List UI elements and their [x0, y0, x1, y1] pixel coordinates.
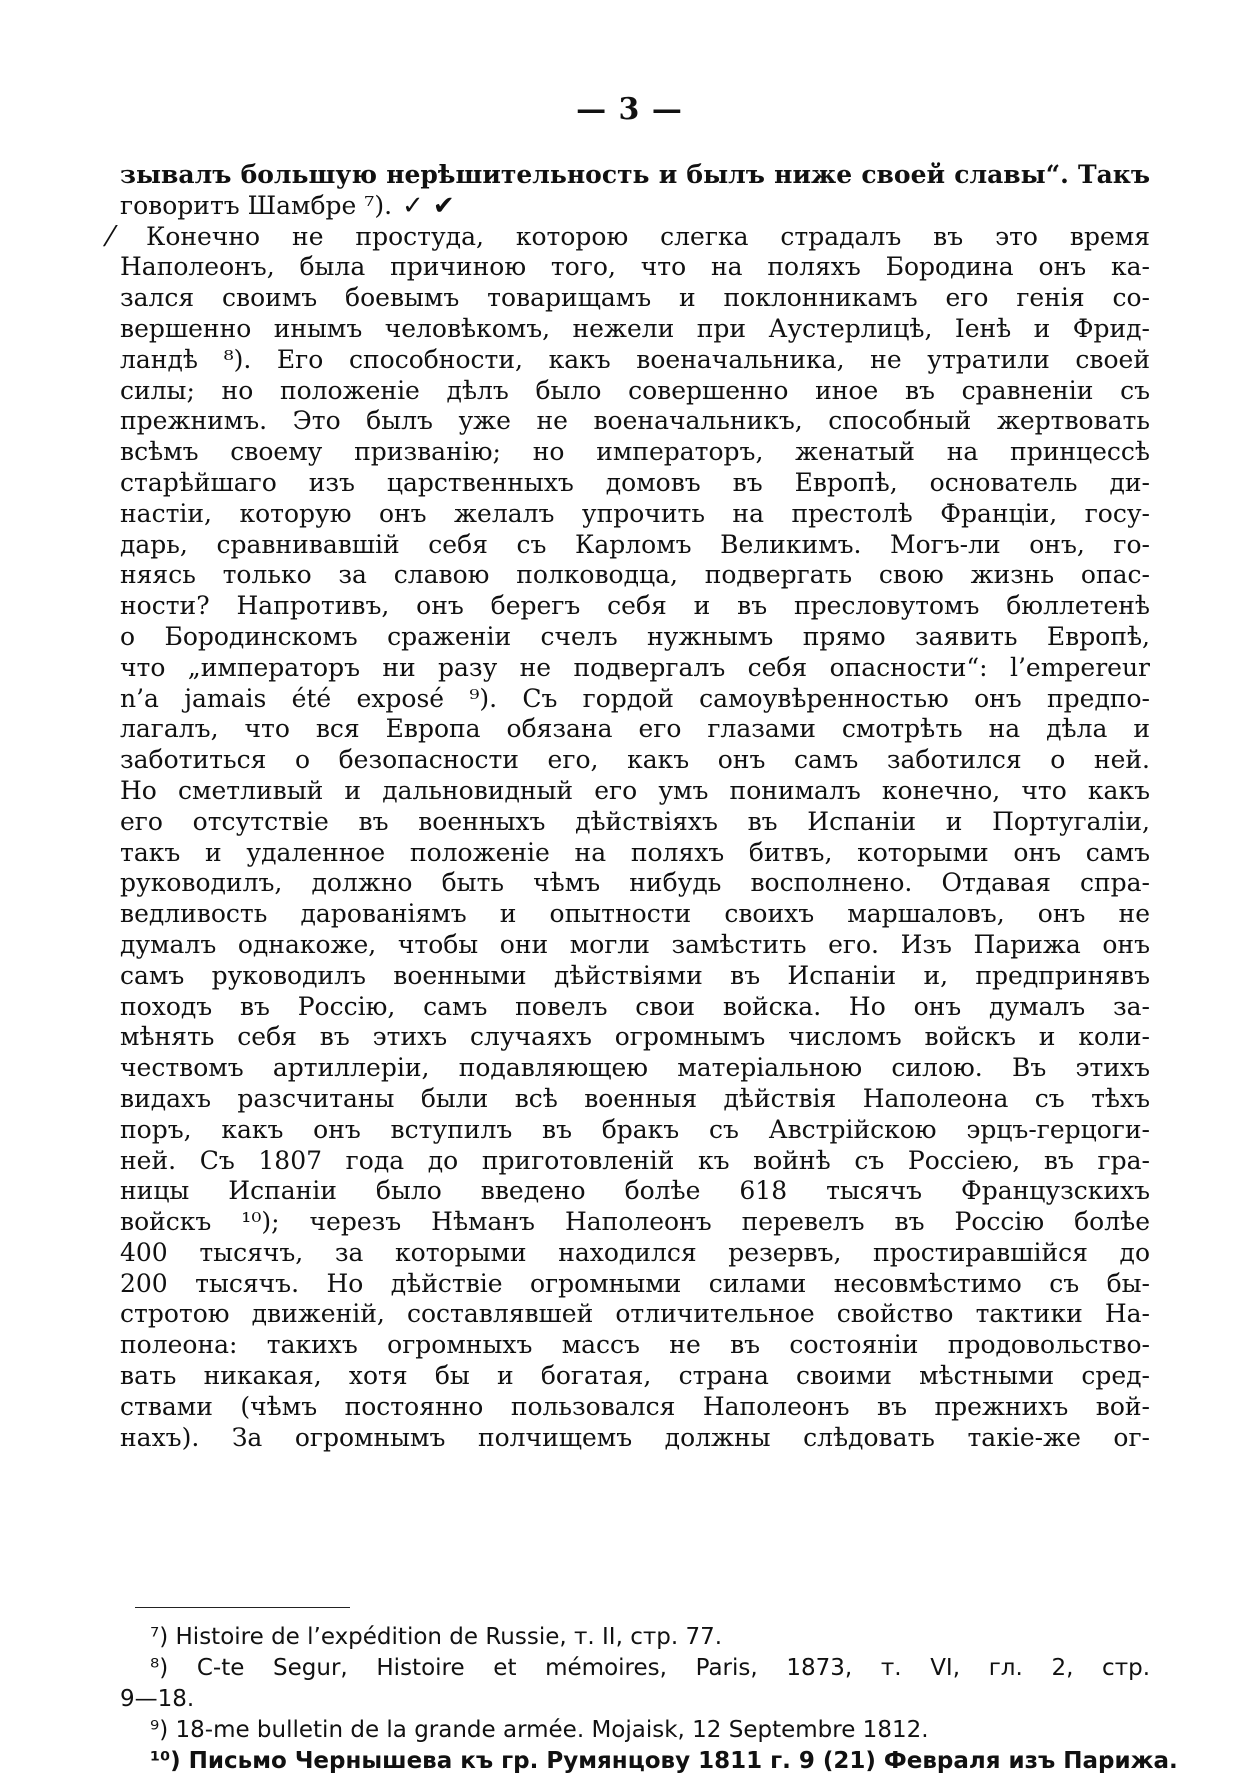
page-number: — 3 —	[576, 92, 683, 127]
footnotes	[120, 1622, 1178, 1777]
text-line: Но сметливый и дальновидный его умъ понималъ конечно, что какъ	[120, 775, 1150, 805]
footnote-10: ¹⁰) Письмо Чернышева къ гр. Румянцову 1811 г. 9 (21) Февраля изъ Парижа.	[150, 1748, 1178, 1774]
footnote-8: ⁸) C-te Segur, Histoire et mémoires, Paris, 1873, т. VI, гл. 2, стр.	[150, 1655, 1150, 1681]
text-line: лагалъ, что вся Европа обязана его глазами смотрѣть на дѣла и	[120, 714, 1150, 744]
text-line: ствами (чѣмъ постоянно пользовался Наполеонъ въ прежнихъ вой-	[120, 1391, 1150, 1421]
text-line: нахъ). За огромнымъ полчищемъ должны слѣдовать такіе-же ог-	[120, 1422, 1150, 1452]
checkmark-icon: ✓ ✔	[402, 190, 455, 221]
text-line: походъ въ Россію, самъ повелъ свои войска. Но онъ думалъ за-	[120, 991, 1150, 1021]
text-line: вать никакая, хотя бы и богатая, страна своими мѣстными сред-	[120, 1361, 1150, 1391]
text-line: n’a jamais été exposé ⁹). Съ гордой самоувѣренностью онъ предпо-	[120, 683, 1150, 713]
text-line: что „императоръ ни разу не подвергалъ себя опасности“: l’empereur	[120, 652, 1150, 682]
text-line: ности? Напротивъ, онъ берегъ себя и въ пресловутомъ бюллетенѣ	[120, 591, 1150, 621]
text-line: ницы Испаніи было введено болѣе 618 тысячъ Французскихъ	[120, 1176, 1150, 1206]
text-line: такъ и удаленное положеніе на поляхъ битвъ, которыми онъ самъ	[120, 837, 1150, 867]
text-line: видахъ разсчитаны были всѣ военныя дѣйствія Наполеона съ тѣхъ	[120, 1083, 1150, 1113]
text-line-content: Конечно не простуда, которою слегка страдалъ въ это время	[146, 221, 1150, 251]
text-line: полеона: такихъ огромныхъ массъ не въ состояніи продовольство-	[120, 1330, 1150, 1360]
text-line: поръ, какъ онъ вступилъ въ бракъ съ Австрійскою эрцъ-герцоги-	[120, 1114, 1150, 1144]
text-line: Наполеонъ, была причиною того, что на поляхъ Бородина онъ ка-	[120, 252, 1150, 282]
body-text	[108, 160, 1150, 1453]
text-line: силы; но положеніе дѣлъ было совершенно иное въ сравненіи съ	[120, 375, 1150, 405]
text-line: всѣмъ своему призванію; но императоръ, женатый на принцессѣ	[120, 437, 1150, 467]
text-line: 400 тысячъ, за которыми находился резервъ, простиравшійся до	[120, 1237, 1150, 1267]
text-line: войскъ ¹⁰); черезъ Нѣманъ Наполеонъ перевелъ въ Россію болѣе	[120, 1207, 1150, 1237]
text-line: 200 тысячъ. Но дѣйствіе огромными силами несовмѣстимо съ бы-	[120, 1268, 1150, 1298]
text-line: зался своимъ боевымъ товарищамъ и поклонникамъ его генія со-	[120, 283, 1150, 313]
slash-mark-icon: ⁄	[108, 219, 113, 253]
text-line: думалъ однакоже, чтобы они могли замѣстить его. Изъ Парижа онъ	[120, 929, 1150, 959]
footnote-divider	[135, 1607, 350, 1608]
text-line: чествомъ артиллеріи, подавляющею матеріальною силою. Въ этихъ	[120, 1053, 1150, 1083]
text-line: старѣйшаго изъ царственныхъ домовъ въ Европѣ, основатель ди-	[120, 467, 1150, 497]
text-line-content: говоритъ Шамбре ⁷).	[120, 190, 393, 220]
text-line: вершенно инымъ человѣкомъ, нежели при Аустерлицѣ, Іенѣ и Фрид-	[120, 313, 1150, 343]
text-line: ней. Съ 1807 года до приготовленій къ войнѣ съ Россіею, въ гра-	[120, 1145, 1150, 1175]
text-line: заботиться о безопасности его, какъ онъ самъ заботился о ней.	[120, 745, 1150, 775]
text-line: руководилъ, должно быть чѣмъ нибудь восполнено. Отдавая спра-	[120, 868, 1150, 898]
text-line: ландѣ ⁸). Его способности, какъ военачальника, не утратили своей	[120, 344, 1150, 374]
text-line: его отсутствіе въ военныхъ дѣйствіяхъ въ Испаніи и Португаліи,	[120, 806, 1150, 836]
text-line: ведливость дарованіямъ и опытности своихъ маршаловъ, онъ не	[120, 899, 1150, 929]
footnote-8-continuation: 9—18.	[120, 1686, 195, 1712]
footnote-7: ⁷) Histoire de l’expédition de Russie, т. II, стр. 77.	[150, 1624, 723, 1650]
footnote-9: ⁹) 18-me bulletin de la grande armée. Mojaisk, 12 Septembre 1812.	[150, 1717, 929, 1743]
text-line: няясь только за славою полководца, подвергать свою жизнь опас-	[120, 560, 1150, 590]
text-line	[120, 191, 1150, 222]
text-line: о Бородинскомъ сраженіи счелъ нужнымъ прямо заявить Европѣ,	[120, 621, 1150, 651]
text-line: настіи, которую онъ желалъ упрочить на престолѣ Франціи, госу-	[120, 498, 1150, 528]
text-line: прежнимъ. Это былъ уже не военачальникъ, способный жертвовать	[120, 406, 1150, 436]
text-line: мѣнять себя въ этихъ случаяхъ огромнымъ числомъ войскъ и коли-	[120, 1022, 1150, 1052]
text-line: стротою движеній, составлявшей отличительное свойство тактики На-	[120, 1299, 1150, 1329]
text-line: дарь, сравнивавшій себя съ Карломъ Великимъ. Могъ-ли онъ, го-	[120, 529, 1150, 559]
text-line	[108, 219, 1150, 253]
text-line: самъ руководилъ военными дѣйствіями въ Испаніи и, предпринявъ	[120, 960, 1150, 990]
text-line: зывалъ большую нерѣшительность и былъ ниже своей славы“. Такъ	[120, 160, 1150, 189]
